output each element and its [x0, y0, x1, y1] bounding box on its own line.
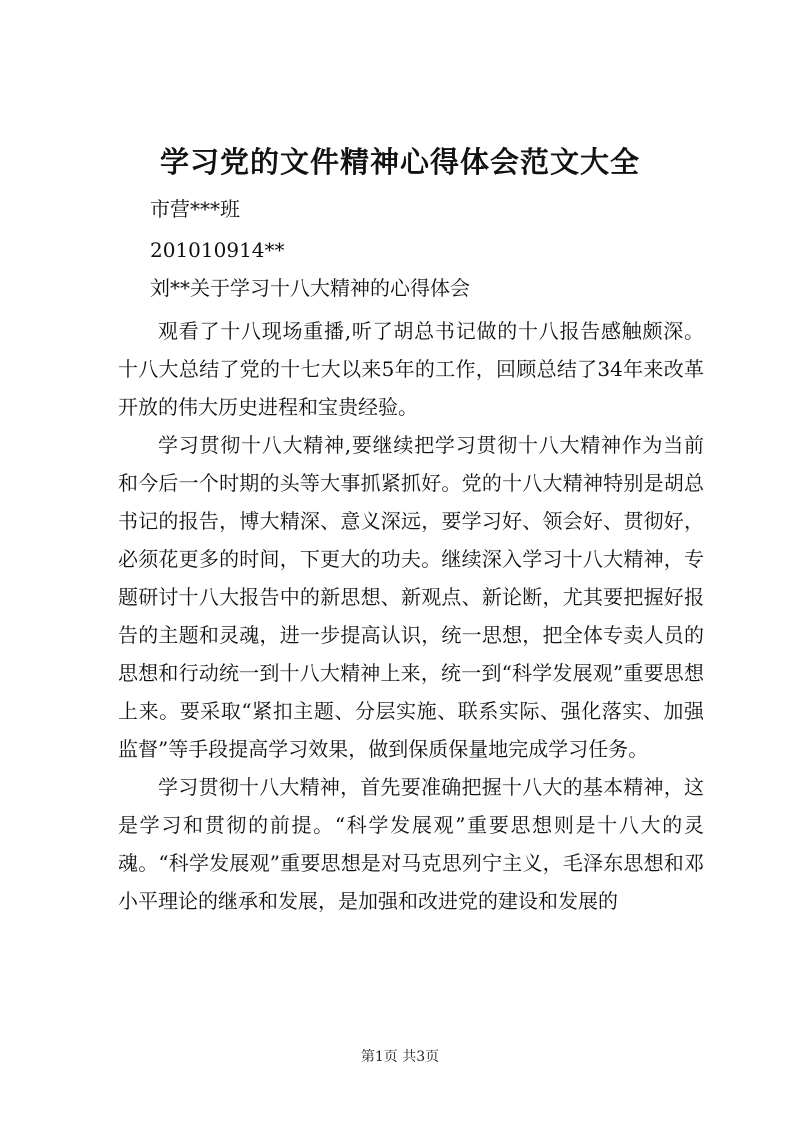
paragraph-2: 学习贯彻十八大精神,要继续把学习贯彻十八大精神作为当前和今后一个时期的头等大事抓紧抓好。党的十八大精神特别是胡总书记的报告，博大精深、意义深远，要学习好、领会好、贯彻好，必须花更多的时间，下更大的功夫。继续深入学习十八大精神，专题研讨十八大报告中的新思想、新观点、新论断，尤其要把握好报告的主题和灵魂，进一步提高认识，统一思想，把全体专卖人员的思想和行动统一到十八大精神上来，统一到“科学发展观”重要思想上来。要采取“紧扣主题、分层实施、联系实际、强化落实、加强监督”等手段提高学习效果，做到保质保量地完成学习任务。 — [118, 433, 704, 761]
page-number-footer: 第1页 共3页 — [360, 1049, 440, 1065]
paragraph-3: 学习贯彻十八大精神，首先要准确把握十八大的基本精神，这是学习和贯彻的前提。“科学发展观”重要思想则是十八大的灵魂。“科学发展观”重要思想是对马克思列宁主义，毛泽东思想和邓小平理论的继承和发展，是加强和改进党的建设和发展的 — [118, 775, 704, 913]
document-body — [118, 312, 704, 920]
essay-subtitle: 刘**关于学习十八大精神的心得体会 — [150, 276, 470, 300]
class-line: 市营***班 — [150, 197, 240, 221]
paragraph-1: 观看了十八现场重播,听了胡总书记做的十八报告感触颇深。十八大总结了党的十七大以来5年的工作，回顾总结了34年来改革开放的伟大历史进程和宝贵经验。 — [118, 319, 704, 419]
student-id-line: 201010914** — [150, 238, 285, 262]
document-title: 学习党的文件精神心得体会范文大全 — [159, 145, 640, 179]
